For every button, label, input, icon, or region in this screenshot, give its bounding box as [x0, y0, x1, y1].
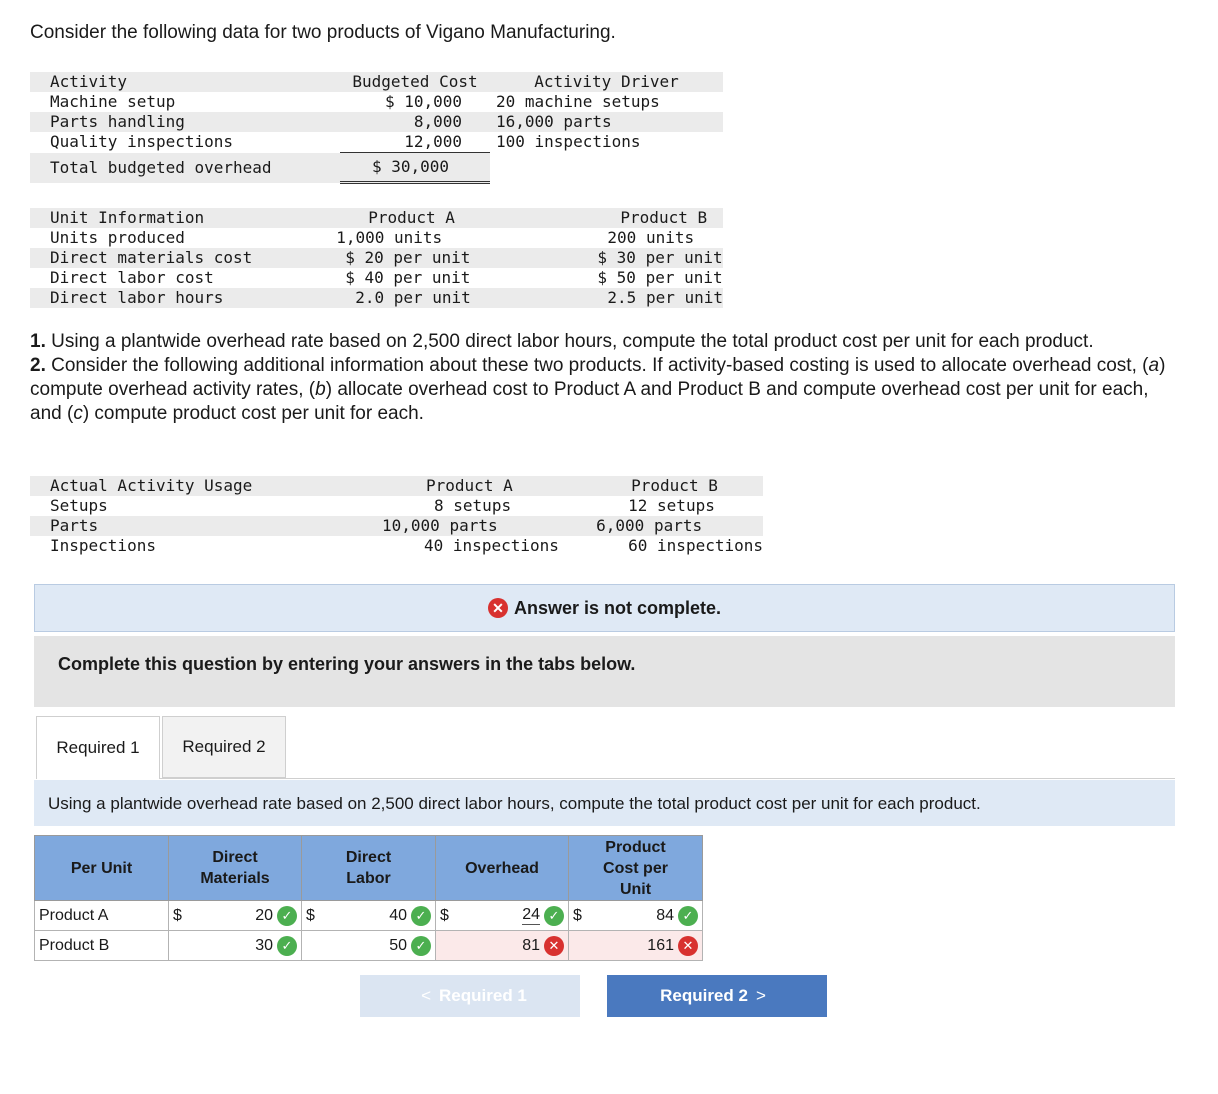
row-label: Product A [35, 901, 169, 931]
usage-row-label: Setups [50, 496, 108, 515]
unit-row-b: $ 30 per unit [597, 248, 723, 267]
error-icon: ✕ [488, 598, 508, 618]
unit-row-a: $ 20 per unit [345, 248, 471, 267]
next-button-label: Required 2 [660, 986, 748, 1005]
row-label: Product B [35, 931, 169, 961]
chevron-left-icon: < [421, 986, 432, 1005]
currency-empty [569, 931, 588, 961]
usage-row-a: 10,000 parts [382, 516, 498, 535]
unit-header-product-b: Product B [620, 208, 708, 227]
check-icon: ✓ [544, 906, 564, 926]
tab-required-2[interactable]: Required 2 [162, 716, 286, 778]
unit-row-b: 2.5 per unit [607, 288, 723, 307]
usage-row-label: Inspections [50, 536, 156, 555]
check-icon: ✓ [411, 936, 431, 956]
budget-header-driver: Activity Driver [534, 72, 679, 91]
budget-row-cost: 8,000 [413, 112, 462, 131]
oh-input-a[interactable]: 24 ✓ [454, 901, 569, 931]
unit-header-product-a: Product A [368, 208, 455, 227]
budget-row-driver: 100 inspections [496, 132, 641, 152]
currency-empty [302, 931, 321, 961]
error-icon: ✕ [678, 936, 698, 956]
budget-row-cost: 12,000 [340, 132, 490, 153]
check-icon: ✓ [678, 906, 698, 926]
oh-input-b[interactable]: 81 ✕ [454, 931, 569, 961]
unit-row-label: Units produced [50, 228, 185, 247]
error-icon: ✕ [544, 936, 564, 956]
currency-symbol: $ [302, 901, 321, 931]
unit-info-table [30, 208, 723, 308]
usage-row-b: 12 setups [628, 496, 715, 515]
budget-row-label: Quality inspections [50, 132, 234, 152]
check-icon: ✓ [277, 936, 297, 956]
header-product-cost: Product Cost per Unit [569, 836, 703, 901]
unit-row-a: $ 40 per unit [345, 268, 471, 287]
usage-row-b: 6,000 parts [596, 516, 703, 535]
budget-row-label: Parts handling [50, 112, 185, 131]
usage-row-b: 60 inspections [628, 536, 763, 555]
instruction-panel [34, 636, 1175, 707]
dl-input-b[interactable]: 50 ✓ [320, 931, 436, 961]
unit-row-b: $ 50 per unit [597, 268, 723, 287]
unit-row-label: Direct labor hours [50, 288, 224, 307]
check-icon: ✓ [277, 906, 297, 926]
budget-total-value: $ 30,000 [340, 153, 490, 183]
usage-header-product-b: Product B [631, 476, 718, 495]
tab-divider [160, 778, 1175, 779]
usage-row-label: Parts [50, 516, 99, 535]
unit-row-a: 2.0 per unit [355, 288, 471, 307]
intro-text: Consider the following data for two products of Vigano Manufacturing. [30, 22, 616, 43]
budget-row-driver: 16,000 parts [496, 112, 612, 131]
prompt-text: Using a plantwide overhead rate based on 2,500 direct labor hours, compute the total product cost per unit for each product. [48, 794, 981, 813]
budget-row-cost: $ 10,000 [384, 92, 462, 111]
usage-header-product-a: Product A [426, 476, 513, 495]
check-icon: ✓ [411, 906, 431, 926]
next-button[interactable] [607, 975, 827, 1017]
unit-row-a: 1,000 units [336, 228, 443, 247]
header-direct-labor: Direct Labor [302, 836, 436, 901]
header-direct-materials: Direct Materials [169, 836, 302, 901]
answer-status-banner [34, 584, 1175, 632]
usage-header-label: Actual Activity Usage [50, 476, 253, 495]
usage-row-a: 40 inspections [424, 536, 559, 555]
table-row [35, 931, 703, 961]
instruction-text: Complete this question by entering your answers in the tabs below. [58, 654, 636, 674]
question-text [30, 330, 1180, 426]
currency-symbol: $ [569, 901, 588, 931]
unit-header-label: Unit Information [50, 208, 205, 227]
budget-row-label: Machine setup [50, 92, 176, 111]
budget-table [30, 72, 723, 184]
unit-row-b: 200 units [607, 228, 695, 247]
total-input-b[interactable]: 161 ✕ [587, 931, 703, 961]
answer-status-text: Answer is not complete. [513, 597, 722, 618]
dm-input-a[interactable]: 20 ✓ [187, 901, 302, 931]
dl-input-a[interactable]: 40 ✓ [320, 901, 436, 931]
prompt-panel [34, 780, 1175, 826]
blank-cell [490, 153, 723, 183]
activity-usage-table [30, 476, 763, 556]
prev-button-label: Required 1 [439, 986, 527, 1005]
header-per-unit: Per Unit [35, 836, 169, 901]
budget-header-cost: Budgeted Cost [352, 72, 478, 91]
table-row [35, 901, 703, 931]
header-overhead: Overhead [436, 836, 569, 901]
budget-row-driver: 20 machine setups [496, 92, 660, 111]
currency-symbol: $ [169, 901, 188, 931]
tab-required-1[interactable]: Required 1 [36, 716, 160, 779]
prev-button[interactable] [360, 975, 580, 1017]
question-2: 2. Consider the following additional information about these two products. If activity-based costing is used to allocate overhead cost, (a) compute overhead activity rates, (b) allocate overhead cost to Product A and Product B and compute overhead cost per unit for each, and (c) compute product cost per unit for each. [30, 355, 1166, 424]
currency-empty [169, 931, 188, 961]
chevron-right-icon: > [755, 986, 766, 1005]
answer-table [34, 835, 703, 961]
budget-header-activity: Activity [50, 72, 128, 91]
total-input-a[interactable]: 84 ✓ [587, 901, 703, 931]
budget-total-label: Total budgeted overhead [50, 157, 272, 177]
question-1: 1. Using a plantwide overhead rate based on 2,500 direct labor hours, compute the total product cost per unit for each product. [30, 331, 1094, 352]
unit-row-label: Direct materials cost [50, 248, 253, 267]
usage-row-a: 8 setups [434, 496, 512, 515]
unit-row-label: Direct labor cost [50, 268, 214, 287]
dm-input-b[interactable]: 30 ✓ [187, 931, 302, 961]
currency-symbol: $ [436, 901, 455, 931]
currency-empty [436, 931, 455, 961]
